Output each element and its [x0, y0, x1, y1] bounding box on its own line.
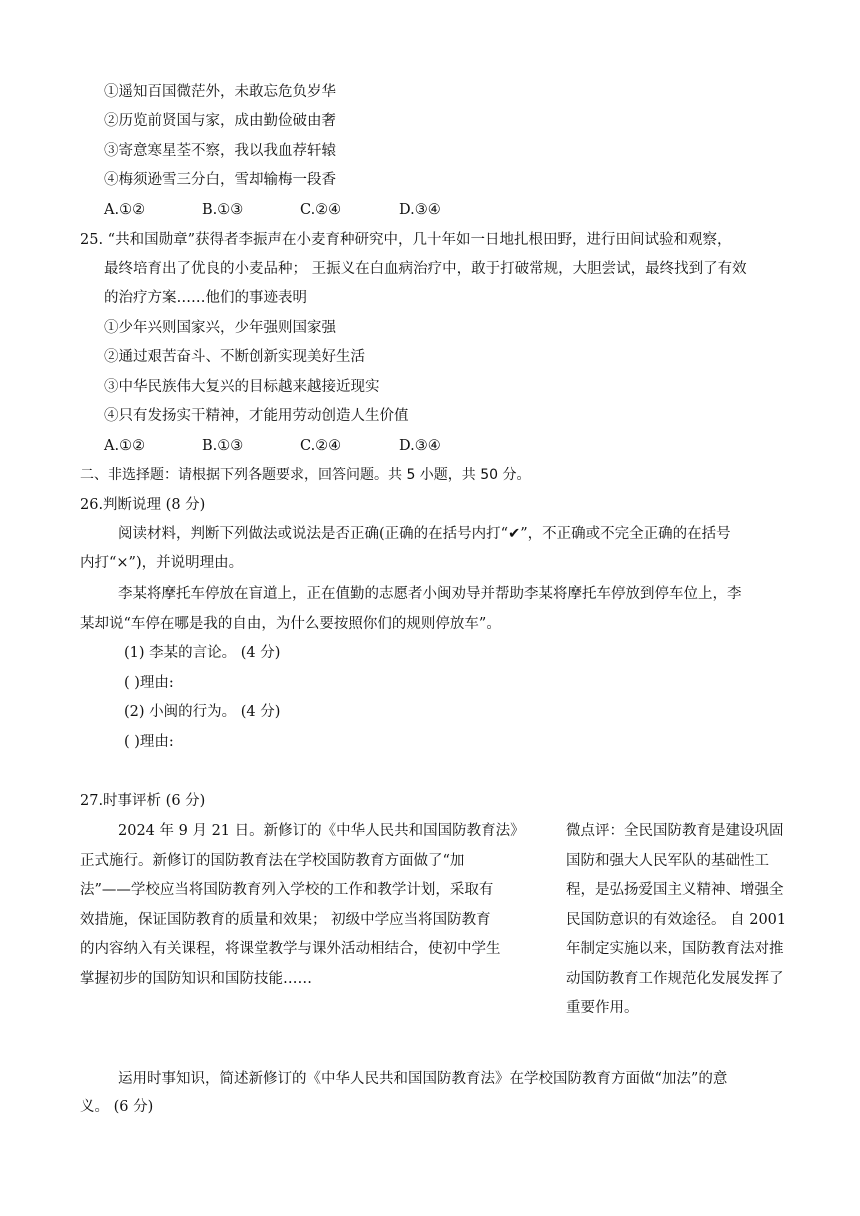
q25-item-1: ①少年兴则国家兴，少年强则国家强 — [104, 320, 336, 336]
q24-item-4: ④梅须逊雪三分白，雪却输梅一段香 — [104, 172, 336, 188]
q24-option-c: C.②④ — [300, 202, 342, 218]
q27-material-line-4: 效措施，保证国防教育的质量和效果； 初级中学应当将国防教育 — [80, 912, 491, 928]
q25-option-d: D.③④ — [399, 438, 441, 454]
q26-instruction-line-1: 阅读材料，判断下列做法或说法是否正确(正确的在括号内打“✔”，不正确或不完全正确的在括号 — [118, 526, 731, 542]
q25-item-4: ④只有发扬实干精神，才能用劳动创造人生价值 — [104, 408, 409, 424]
q25-stem-line-2: 最终培育出了优良的小麦品种； 王振义在白血病治疗中，敢于打破常规，大胆尝试，最终找到了有效 — [104, 261, 747, 277]
q26-instruction-line-2: 内打“×”)，并说明理由。 — [80, 555, 244, 571]
q26-answer-1: ( )理由: — [124, 675, 174, 691]
q27-material-line-1: 2024 年 9 月 21 日。新修订的《中华人民共和国国防教育法》 — [118, 823, 525, 839]
q27-comment-line-2: 国防和强大人民军队的基础性工 — [566, 853, 769, 869]
q26-subquestion-2: (2) 小闽的行为。 (4 分) — [124, 704, 281, 720]
q25-stem-line-3: 的治疗方案……他们的事迹表明 — [104, 290, 307, 306]
q27-comment-line-7: 重要作用。 — [566, 1000, 639, 1016]
q27-title: 27.时事评析 (6 分) — [80, 793, 206, 809]
q25-item-2: ②通过艰苦奋斗、不断创新实现美好生活 — [104, 349, 365, 365]
q24-option-a: A.①② — [104, 202, 146, 218]
q24-item-1: ①遥知百国微茫外，未敢忘危负岁华 — [104, 84, 336, 100]
q25-option-b: B.①③ — [202, 438, 244, 454]
q27-comment-line-4: 民国防意识的有效途径。 自 2001 — [566, 912, 787, 928]
q26-title: 26.判断说理 (8 分) — [80, 497, 206, 513]
q27-comment-line-3: 程，是弘扬爱国主义精神、增强全 — [566, 882, 784, 898]
q27-material-line-5: 的内容纳入有关课程，将课堂教学与课外活动相结合，使初中学生 — [80, 941, 501, 957]
q24-item-2: ②历览前贤国与家，成由勤俭破由奢 — [104, 113, 336, 129]
q27-material-line-2: 正式施行。新修订的国防教育法在学校国防教育方面做了“加 — [80, 853, 465, 869]
q27-question-line-1: 运用时事知识，简述新修订的《中华人民共和国国防教育法》在学校国防教育方面做“加法”的意 — [118, 1071, 728, 1087]
q24-item-3: ③寄意寒星荃不察，我以我血荐轩辕 — [104, 143, 336, 159]
q27-question-line-2: 义。 (6 分) — [80, 1099, 154, 1115]
q27-material-line-6: 掌握初步的国防知识和国防技能…… — [80, 971, 312, 987]
q25-option-a: A.①② — [104, 438, 146, 454]
q26-answer-2: ( )理由: — [124, 734, 174, 750]
section2-heading: 二、非选择题：请根据下列各题要求，回答问题。共 5 小题，共 50 分。 — [80, 467, 531, 483]
q27-comment-line-5: 年制定实施以来，国防教育法对推 — [566, 941, 784, 957]
q26-material-line-2: 某却说“车停在哪是我的自由，为什么要按照你们的规则停放车”。 — [80, 616, 501, 632]
q24-option-d: D.③④ — [399, 202, 441, 218]
q24-option-b: B.①③ — [202, 202, 244, 218]
q26-subquestion-1: (1) 李某的言论。 (4 分) — [124, 645, 281, 661]
q25-item-3: ③中华民族伟大复兴的目标越来越接近现实 — [104, 379, 380, 395]
q27-material-line-3: 法”——学校应当将国防教育列入学校的工作和教学计划，采取有 — [80, 882, 494, 898]
q26-material-line-1: 李某将摩托车停放在盲道上，正在值勤的志愿者小闽劝导并帮助李某将摩托车停放到停车位上，李 — [118, 586, 742, 602]
q25-option-c: C.②④ — [300, 438, 342, 454]
q27-comment-line-6: 动国防教育工作规范化发展发挥了 — [566, 971, 784, 987]
q25-stem-line-1: 25. “共和国勋章”获得者李振声在小麦育种研究中，几十年如一日地扎根田野，进行田间试验和观察， — [80, 232, 732, 248]
q27-comment-line-1: 微点评：全民国防教育是建设巩固 — [566, 823, 784, 839]
